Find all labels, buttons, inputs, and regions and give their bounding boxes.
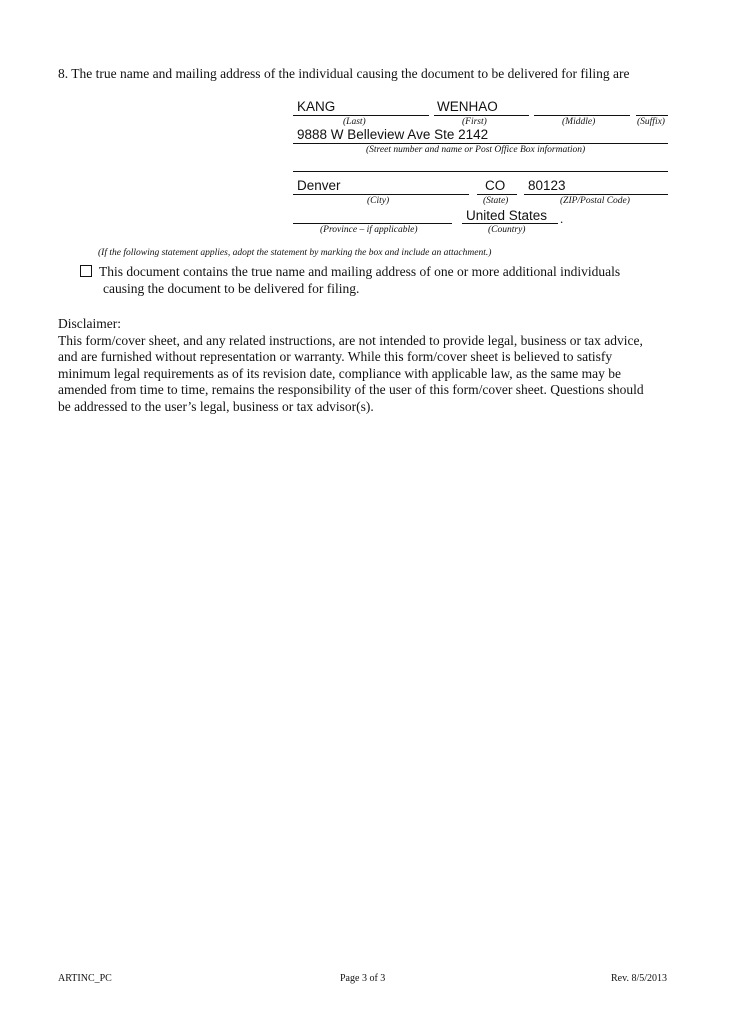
- disclaimer-line: be addressed to the user’s legal, business or tax advisor(s).: [58, 398, 374, 414]
- footer-revision: Rev. 8/5/2013: [611, 973, 668, 984]
- zip-line[interactable]: [524, 194, 668, 195]
- province-line[interactable]: [293, 223, 452, 224]
- street-caption: (Street number and name or Post Office Box information): [366, 145, 586, 155]
- suffix-line[interactable]: [636, 115, 668, 116]
- street-line2-line[interactable]: [293, 171, 668, 172]
- additional-text-line-2: causing the document to be delivered for filing.: [103, 281, 360, 296]
- middle-caption: (Middle): [562, 117, 596, 127]
- disclaimer-line: minimum legal requirements as of its revision date, compliance with applicable law, as the same may be: [58, 365, 621, 381]
- disclaimer-heading: Disclaimer:: [58, 316, 121, 331]
- country-trailing-dot: .: [560, 211, 564, 226]
- first-caption: (First): [462, 117, 487, 127]
- attachment-instruction: (If the following statement applies, adopt the statement by marking the box and include an attachment.): [98, 248, 492, 258]
- last-caption: (Last): [343, 117, 366, 127]
- section-8-statement: 8. The true name and mailing address of the individual causing the document to be delivered for filing are: [58, 66, 630, 81]
- last-name-value: KANG: [297, 99, 336, 114]
- province-caption: (Province – if applicable): [320, 225, 418, 235]
- city-line[interactable]: [293, 194, 469, 195]
- footer-form-id: ARTINC_PC: [58, 973, 112, 984]
- first-name-value: WENHAO: [437, 99, 498, 114]
- additional-text-line-1: This document contains the true name and mailing address of one or more additional individuals: [99, 264, 621, 279]
- street-value: 9888 W Belleview Ave Ste 2142: [297, 127, 489, 142]
- street-line[interactable]: [293, 143, 668, 144]
- city-caption: (City): [367, 196, 390, 206]
- country-value: United States: [466, 208, 548, 223]
- suffix-caption: (Suffix): [637, 117, 665, 127]
- disclaimer-line: amended from time to time, remains the responsibility of the user of this form/cover sheet. Questions should: [58, 382, 644, 397]
- disclaimer-line: This form/cover sheet, and any related instructions, are not intended to provide legal, business or tax advice,: [58, 332, 643, 348]
- country-caption: (Country): [488, 225, 526, 235]
- additional-individuals-text: [99, 263, 659, 297]
- country-line[interactable]: [462, 223, 558, 224]
- zip-value: 80123: [528, 178, 566, 193]
- disclaimer-block: [58, 316, 678, 415]
- first-name-line[interactable]: [434, 115, 529, 116]
- last-name-line[interactable]: [293, 115, 429, 116]
- state-line[interactable]: [477, 194, 517, 195]
- state-caption: (State): [483, 196, 509, 206]
- footer-page-number: Page 3 of 3: [340, 973, 386, 984]
- city-value: Denver: [297, 178, 341, 193]
- additional-individuals-checkbox[interactable]: [80, 265, 92, 277]
- middle-name-line[interactable]: [534, 115, 630, 116]
- state-value: CO: [485, 178, 506, 193]
- zip-caption: (ZIP/Postal Code): [560, 196, 630, 206]
- disclaimer-line: and are furnished without representation or warranty. While this form/cover sheet is believed to satisfy: [58, 349, 613, 364]
